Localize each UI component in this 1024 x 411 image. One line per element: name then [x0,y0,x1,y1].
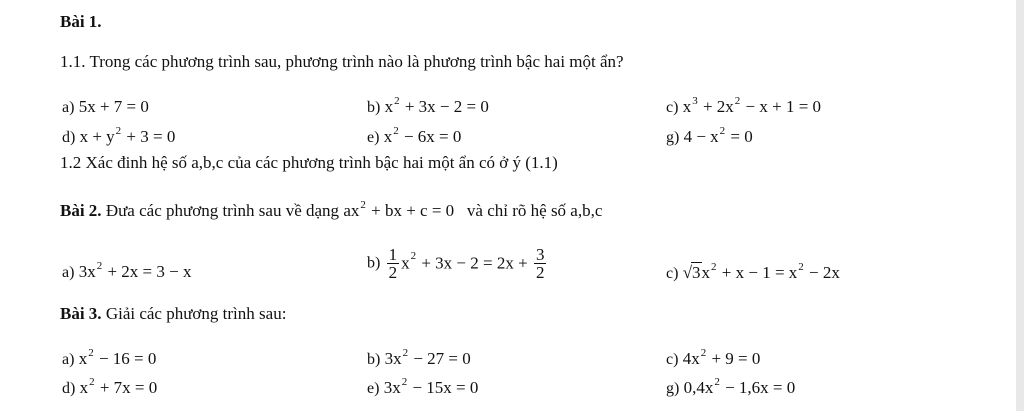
label-c: c) [666,265,679,282]
bai3-intro [60,304,286,324]
eq-3b-base: 3x [384,349,402,368]
fraction-1-2 [387,246,400,281]
eq-3b-exp: 2 [402,347,409,359]
bai3-heading: Bài 3. [60,304,102,323]
eq-3d-base: x [79,378,89,397]
eq-3g-exp: 2 [714,376,720,388]
eq-2c-rest: − 2x [804,263,840,282]
eq-3a-base: x [78,349,88,368]
eq-1c-exp1: 3 [692,95,698,107]
eq-2a [62,262,191,282]
label-e: e) [367,129,380,146]
eq-3b [367,349,471,369]
sqrt-symbol: √ [682,263,693,282]
eq-3e-rest: − 15x = 0 [408,378,479,397]
eq-2c-exp2: 2 [798,261,804,273]
sqrt-radicand: 3 [692,263,701,282]
fraction-denominator: 2 [535,263,545,282]
eq-1a-text: 5x + 7 = 0 [78,97,149,116]
eq-1b-exp: 2 [394,95,400,107]
eq-3a-rest: − 16 = 0 [94,349,157,368]
bai2-text2: và chỉ rõ hệ số a,b,c [466,201,603,220]
label-d: d) [62,129,76,146]
eq-3e [367,378,478,398]
bai2-form-exp: 2 [360,199,366,211]
label-a: a) [62,264,75,281]
bai2-intro [60,201,602,221]
eq-2c [666,262,840,283]
question-1-1: 1.1. Trong các phương trình sau, phương trình nào là phương trình bậc hai một ẩn? [60,52,624,71]
eq-1e-rest: − 6x = 0 [399,127,462,146]
label-b: b) [367,351,381,368]
eq-2c-mid: + x − 1 = x [717,263,798,282]
label-b: b) [367,99,381,116]
eq-1g-base: 4 − x [683,127,719,146]
label-g: g) [666,380,680,397]
fraction-numerator: 1 [388,245,398,264]
eq-1a [62,97,149,117]
bai2-form-rest: + bx + c = 0 [366,201,455,220]
eq-3a [62,349,156,369]
eq-3a-exp: 2 [88,347,94,359]
label-c: c) [666,351,679,368]
fraction-denominator: 2 [388,263,398,282]
eq-1c [666,97,821,117]
eq-1e-exp: 2 [393,125,399,137]
eq-3e-exp: 2 [401,376,408,388]
fraction-numerator: 3 [535,245,545,264]
eq-1g-rest: = 0 [726,127,753,146]
eq-2b [367,246,548,281]
eq-1c-rest: − x + 1 = 0 [741,97,822,116]
eq-3c-rest: + 9 = 0 [707,349,761,368]
eq-2b-exp: 2 [410,249,417,262]
eq-2a-base: 3x [78,262,96,281]
eq-1d-base: x + y [79,127,115,146]
eq-1c-mid: + 2x [698,97,734,116]
bai2-heading: Bài 2. [60,201,102,220]
eq-1g [666,127,753,147]
eq-1c-exp2: 2 [734,95,741,107]
eq-3g-rest: − 1,6x = 0 [720,378,796,397]
eq-3c [666,349,760,369]
eq-1d-exp: 2 [115,125,122,137]
eq-2c-exp1: 2 [711,261,717,273]
eq-1g-exp: 2 [719,125,726,137]
bai2-form-base: ax [343,201,360,220]
eq-3b-rest: − 27 = 0 [409,349,471,368]
eq-3d-rest: + 7x = 0 [95,378,158,397]
eq-1d [62,127,175,147]
label-g: g) [666,129,680,146]
eq-1e [367,127,461,147]
eq-1b-base: x [384,97,394,116]
eq-3c-exp: 2 [700,347,707,359]
eq-2c-base: x [701,263,711,282]
bai2-text1: Đưa các phương trình sau về dạng [101,201,344,220]
eq-2a-rest: + 2x = 3 − x [103,262,192,281]
eq-3g-base: 0,4x [683,378,714,397]
eq-1d-rest: + 3 = 0 [122,127,176,146]
eq-2a-exp: 2 [96,260,103,272]
eq-1c-base: x [682,97,692,116]
eq-3c-base: 4x [682,349,700,368]
fraction-3-2 [534,246,547,281]
eq-3e-base: 3x [383,378,401,397]
page-edge [1016,0,1024,411]
label-c: c) [666,99,679,116]
eq-2b-mid: + 3x − 2 = 2x + [417,253,532,273]
bai3-text: Giải các phương trình sau: [101,304,287,323]
eq-3d [62,378,157,398]
label-e: e) [367,380,380,397]
eq-1b-rest: + 3x − 2 = 0 [400,97,489,116]
eq-3d-exp: 2 [89,376,95,388]
label-a: a) [62,351,75,368]
bai1-heading: Bài 1. [60,12,102,31]
label-b: b) [367,254,381,272]
eq-1e-base: x [383,127,393,146]
eq-2b-base: x [401,253,410,273]
label-d: d) [62,380,76,397]
question-1-2: 1.2 Xác đinh hệ số a,b,c của các phương trình bậc hai một ẩn có ở ý (1.1) [60,153,558,172]
label-a: a) [62,99,75,116]
eq-3g [666,378,795,398]
eq-1b [367,97,489,117]
